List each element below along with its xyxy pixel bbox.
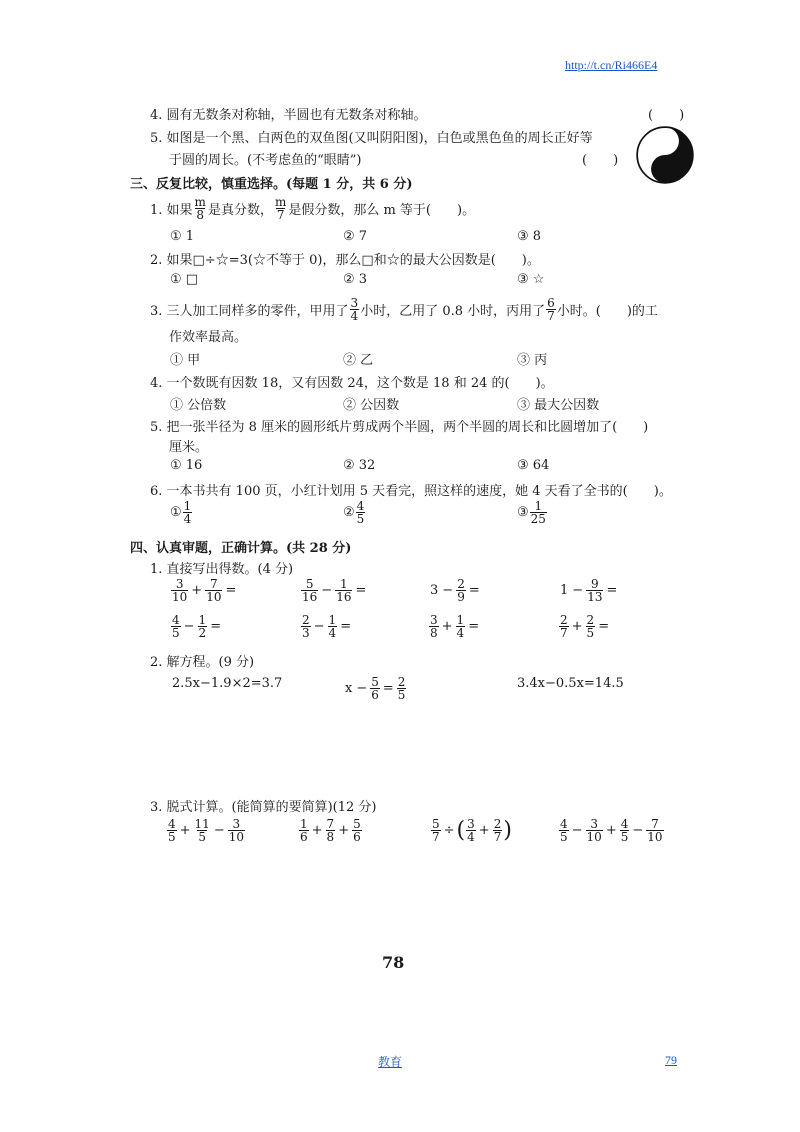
s3-q1-frac1 bbox=[194, 196, 207, 221]
fraction: $\frac{2}{9}$ bbox=[457, 577, 465, 604]
s3-q6-option-2 bbox=[343, 500, 366, 525]
fraction: $\frac{3}{4}$ bbox=[467, 817, 475, 844]
step-calc-item bbox=[298, 818, 363, 843]
expr-token: + bbox=[571, 619, 583, 634]
expr-token: + bbox=[338, 823, 350, 838]
s3-q3-post: 小时。( )的工 bbox=[556, 304, 658, 319]
fraction: $\frac{3}{8}$ bbox=[430, 613, 438, 640]
expr-token: + bbox=[441, 619, 453, 634]
tf-answer-paren-5: ( ) bbox=[582, 153, 619, 168]
oral-calc-item bbox=[558, 614, 611, 639]
fraction: $\frac{2}{3}$ bbox=[302, 613, 310, 640]
s3-q1-mid: 是真分数， bbox=[207, 203, 273, 218]
s3-q5-option-2: ② 32 bbox=[343, 458, 376, 473]
fraction: $\frac{1}{4}$ bbox=[456, 613, 465, 640]
expr-token: 2.5x−1.9×2=3.7 bbox=[172, 676, 283, 691]
fraction: $\frac{5}{16}$ bbox=[302, 577, 318, 604]
expr-token: 3.4x−0.5x=14.5 bbox=[517, 676, 624, 691]
fraction: $\frac{2}{7}$ bbox=[493, 817, 502, 844]
s3-q6-option-3 bbox=[517, 500, 548, 525]
expr-token: = bbox=[598, 619, 610, 634]
tf-question-5-line2: 于圆的周长。(不考虑鱼的“眼睛”) bbox=[169, 153, 362, 168]
option-label: ③ bbox=[517, 505, 529, 520]
fraction: $\frac{7}{8}$ bbox=[326, 817, 335, 844]
expr-token: = bbox=[225, 583, 237, 598]
expr-token: ÷ bbox=[443, 823, 455, 838]
expr-token: 3 bbox=[430, 583, 439, 598]
s3-q1-option-3: ③ 8 bbox=[517, 229, 542, 244]
option-fraction bbox=[530, 500, 547, 525]
expr-token: = bbox=[468, 583, 480, 598]
oral-calc-item bbox=[558, 578, 619, 603]
expr-token: + bbox=[605, 823, 617, 838]
fraction: $\frac{3}{10}$ bbox=[172, 577, 188, 604]
expr-token: − bbox=[442, 583, 454, 598]
s4-part1-title: 1. 直接写出得数。(4 分) bbox=[150, 562, 294, 577]
fraction: $\frac{1}{16}$ bbox=[336, 577, 352, 604]
fraction: $\frac{4}{5}$ bbox=[168, 817, 176, 844]
next-page-link[interactable]: 79 bbox=[665, 1053, 677, 1067]
s3-q3-pre: 3. 三人加工同样多的零件，甲用了 bbox=[150, 304, 349, 319]
fraction: $\frac{1}{2}$ bbox=[198, 613, 207, 640]
option-fraction bbox=[356, 500, 366, 525]
expr-token: + bbox=[179, 823, 191, 838]
fraction: $\frac{7}{10}$ bbox=[647, 817, 663, 844]
oral-calc-item bbox=[428, 614, 481, 639]
s3-q4: 4. 一个数既有因数 18，又有因数 24，这个数是 18 和 24 的( )。 bbox=[150, 376, 554, 391]
fraction: $\frac{2}{5}$ bbox=[397, 675, 406, 702]
tf-question-5-line1: 5. 如图是一个黑、白两色的双鱼图(又叫阴阳图)，白色或黑色鱼的周长正好等 bbox=[150, 131, 593, 146]
fraction: $\frac{9}{13}$ bbox=[587, 577, 603, 604]
fraction: $\frac{2}{7}$ bbox=[560, 613, 568, 640]
expr-token: = bbox=[382, 681, 394, 696]
s3-q6: 6. 一本书共有 100 页，小红计划用 5 天看完，照这样的速度，她 4 天看了全书的( )。 bbox=[150, 484, 672, 499]
expr-token: − bbox=[571, 823, 583, 838]
expr-token: − bbox=[572, 583, 584, 598]
fraction: $\frac{4}{5}$ bbox=[560, 817, 568, 844]
frac-num: 3 bbox=[350, 296, 359, 310]
fraction: $\frac{1}{6}$ bbox=[300, 817, 308, 844]
s3-q2: 2. 如果□÷☆=3(☆不等于 0)，那么□和☆的最大公因数是( )。 bbox=[150, 253, 540, 268]
s3-q3-option-2: ② 乙 bbox=[343, 353, 374, 368]
frac-den: 4 bbox=[350, 309, 359, 323]
oral-calc-item bbox=[170, 578, 238, 603]
s3-q3-frac2 bbox=[546, 297, 556, 322]
expr-token: + bbox=[191, 583, 203, 598]
frac-den: 5 bbox=[356, 512, 365, 526]
s3-q5-option-1: ① 16 bbox=[170, 458, 203, 473]
option-label: ② bbox=[343, 505, 355, 520]
oral-calc-item bbox=[170, 614, 223, 639]
s3-q1-option-1: ① 1 bbox=[170, 229, 195, 244]
s4-part2-title: 2. 解方程。(9 分) bbox=[150, 655, 255, 670]
fraction: $\frac{5}{7}$ bbox=[432, 817, 440, 844]
frac-num: 1 bbox=[183, 499, 192, 513]
expr-token: x bbox=[345, 681, 353, 696]
s3-q5-option-3: ③ 64 bbox=[517, 458, 550, 473]
fraction: $\frac{3}{10}$ bbox=[228, 817, 245, 844]
page-number: 78 bbox=[382, 953, 405, 972]
s3-q3-line2: 作效率最高。 bbox=[169, 330, 248, 345]
step-calc-item bbox=[430, 818, 512, 843]
s3-q5-line2: 厘米。 bbox=[169, 440, 209, 455]
fraction: $\frac{3}{10}$ bbox=[586, 817, 602, 844]
s3-q4-option-1: ① 公倍数 bbox=[170, 398, 227, 413]
frac-num: 1 bbox=[534, 499, 543, 513]
s3-q3-mid: 小时，乙用了 0.8 小时，丙用了 bbox=[360, 304, 546, 319]
expr-token: = bbox=[468, 619, 480, 634]
paren: ) bbox=[503, 817, 512, 843]
s3-q4-option-2: ② 公因数 bbox=[343, 398, 400, 413]
expr-token: − bbox=[313, 619, 325, 634]
frac-den: 7 bbox=[276, 208, 285, 222]
fraction: $\frac{11}{5}$ bbox=[194, 817, 210, 844]
expr-token: = bbox=[355, 583, 367, 598]
footer-link[interactable]: 教育 bbox=[378, 1055, 403, 1069]
oral-calc-item bbox=[300, 614, 353, 639]
equation-item bbox=[515, 676, 626, 691]
paren: ( bbox=[456, 817, 466, 843]
oral-calc-item bbox=[300, 578, 368, 603]
frac-num: m bbox=[274, 195, 287, 209]
fraction: $\frac{4}{5}$ bbox=[620, 817, 629, 844]
equation-item bbox=[343, 676, 407, 701]
frac-num: m bbox=[194, 195, 206, 209]
s3-q1-post: 是假分数，那么 m 等于( )。 bbox=[288, 203, 476, 218]
equation-item bbox=[170, 676, 284, 691]
s3-q2-option-1: ① □ bbox=[170, 272, 199, 287]
option-label: ① bbox=[170, 505, 182, 520]
expr-token: − bbox=[183, 619, 195, 634]
yin-yang-icon bbox=[636, 126, 694, 184]
expr-token: − bbox=[213, 823, 225, 838]
expr-token: − bbox=[356, 681, 368, 696]
s3-q6-option-1 bbox=[170, 500, 193, 525]
frac-den: 8 bbox=[196, 208, 205, 222]
expr-token: − bbox=[321, 583, 333, 598]
tf-answer-paren-4: ( ) bbox=[648, 108, 685, 123]
fraction: $\frac{5}{6}$ bbox=[353, 817, 361, 844]
s3-q2-option-2: ② 3 bbox=[343, 272, 368, 287]
fraction: $\frac{5}{6}$ bbox=[371, 675, 379, 702]
s3-q5-line1: 5. 把一张半径为 8 厘米的圆形纸片剪成两个半圆，两个半圆的周长和比圆增加了( ) bbox=[150, 420, 649, 435]
s3-q2-option-3: ③ ☆ bbox=[517, 272, 545, 287]
s3-q1-frac2 bbox=[274, 196, 287, 221]
expr-token: − bbox=[632, 823, 644, 838]
frac-num: 6 bbox=[547, 296, 555, 310]
expr-token: + bbox=[311, 823, 323, 838]
expr-token: = bbox=[340, 619, 352, 634]
frac-den: 7 bbox=[547, 309, 555, 323]
expr-token: 1 bbox=[560, 583, 569, 598]
frac-den: 4 bbox=[183, 512, 192, 526]
step-calc-item bbox=[166, 818, 246, 843]
fraction: $\frac{4}{5}$ bbox=[172, 613, 180, 640]
s3-q4-option-3: ③ 最大公因数 bbox=[517, 398, 600, 413]
oral-calc-item bbox=[428, 578, 482, 603]
s3-q1-pre: 1. 如果 bbox=[150, 203, 193, 218]
s3-q1-option-2: ② 7 bbox=[343, 229, 368, 244]
fraction: $\frac{7}{10}$ bbox=[206, 577, 222, 604]
section3-title: 三、反复比较，慎重选择。(每题 1 分，共 6 分) bbox=[130, 177, 413, 192]
option-fraction bbox=[183, 500, 193, 525]
section4-title: 四、认真审题，正确计算。(共 28 分) bbox=[130, 541, 352, 556]
frac-den: 25 bbox=[530, 512, 546, 526]
s3-q1 bbox=[150, 196, 475, 221]
header-url-link[interactable]: http://t.cn/Ri466E4 bbox=[565, 58, 658, 72]
fraction: $\frac{1}{4}$ bbox=[328, 613, 337, 640]
s3-q3 bbox=[150, 297, 658, 322]
fraction: $\frac{2}{5}$ bbox=[586, 613, 595, 640]
tf-question-4: 4. 圆有无数条对称轴，半圆也有无数条对称轴。 bbox=[150, 108, 427, 123]
s3-q3-option-3: ③ 丙 bbox=[517, 353, 548, 368]
s3-q3-frac1 bbox=[350, 297, 360, 322]
s4-part3-title: 3. 脱式计算。(能简算的要简算)(12 分) bbox=[150, 800, 377, 815]
s3-q3-option-1: ① 甲 bbox=[170, 353, 201, 368]
expr-token: = bbox=[606, 583, 618, 598]
step-calc-item bbox=[558, 818, 665, 843]
expr-token: + bbox=[478, 823, 490, 838]
expr-token: = bbox=[210, 619, 222, 634]
frac-num: 4 bbox=[356, 499, 365, 513]
